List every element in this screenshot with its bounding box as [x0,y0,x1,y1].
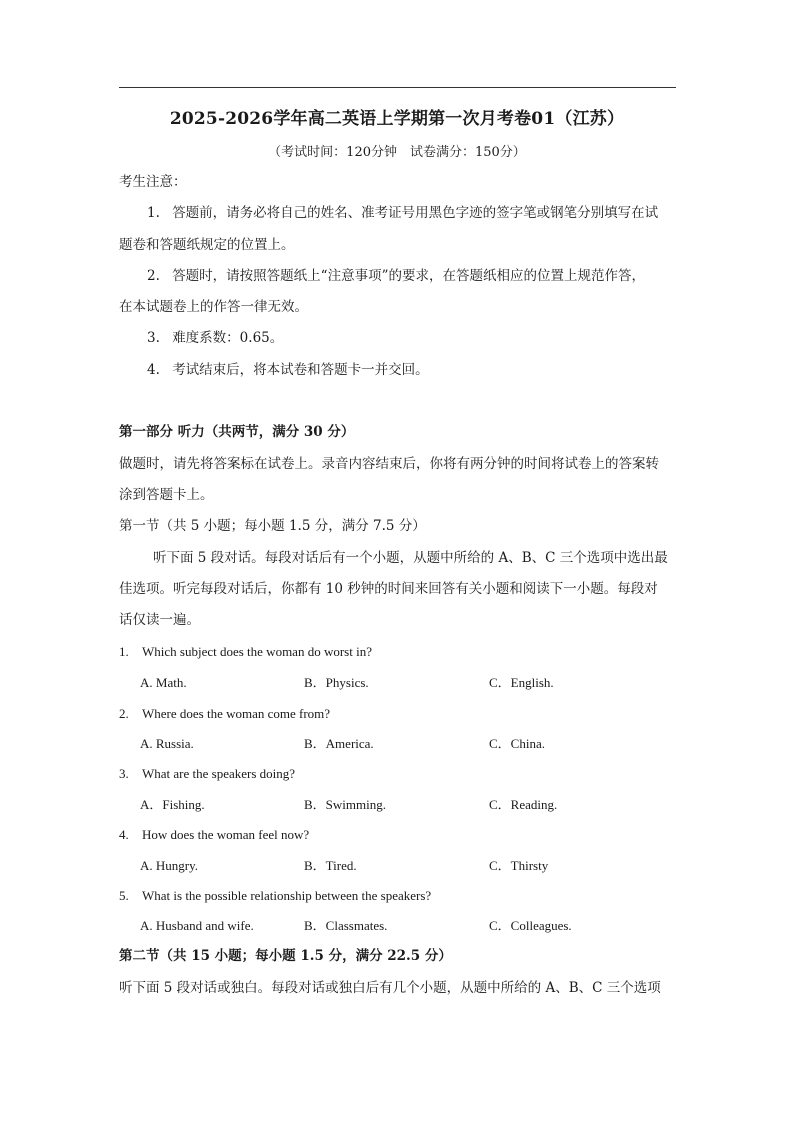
notice-item-number: 4. [147,362,160,378]
q3-option-b: B．Swimming. [304,797,386,812]
exam-subtitle: （考试时间：120分钟 试卷满分：150分） [268,145,526,160]
question-number: 4. [119,827,129,842]
header-rule [119,87,676,88]
question-text: How does the woman feel now? [142,827,310,842]
question-3 [119,765,295,783]
section1-directions-line3: 话仅读一遍。 [119,612,200,628]
notice-item-1-cont: 题卷和答题纸规定的位置上。 [119,237,295,253]
question-number: 1. [119,644,129,659]
question-text: What is the possible relationship between the speakers? [142,888,432,903]
notice-item-text: 考试结束后，将本试卷和答题卡一并交回。 [172,362,429,378]
question-1 [119,643,372,661]
exam-title: 2025-2026学年高二英语上学期第一次月考卷01（江苏） [169,109,625,129]
notice-heading: 考生注意： [119,174,187,190]
notice-item-text: 答题前，请务必将自己的姓名、准考证号用黑色字迹的签字笔或钢笔分别填写在试 [172,205,659,221]
q4-option-c: C．Thirsty [489,858,549,873]
question-number: 3. [119,766,129,781]
question-2 [119,705,330,723]
q2-option-a: A. Russia. [140,736,194,751]
question-text: What are the speakers doing? [142,766,296,781]
notice-item-text: 答题时，请按照答题纸上“注意事项”的要求，在答题纸相应的位置上规范作答， [172,268,645,284]
notice-item-text: 难度系数：0.65。 [172,330,284,346]
q1-option-b: B．Physics. [304,675,369,690]
q3-option-a: A．Fishing. [140,797,205,812]
section1-directions-line1: 听下面 5 段对话。每段对话后有一个小题，从题中所给的 A、B、C 三个选项中选出最 [153,550,668,566]
notice-item-1 [147,204,658,222]
section1-directions-line2: 佳选项。听完每段对话后，你都有 10 秒钟的时间来回答有关小题和阅读下一小题。每段对 [119,581,658,597]
notice-item-number: 2. [147,268,160,284]
part1-heading: 第一部分 听力（共两节，满分 30 分） [119,424,355,440]
q4-option-a: A. Hungry. [140,858,199,873]
q5-option-a: A. Husband and wife. [140,918,254,933]
q4-option-b: B．Tired. [304,858,357,873]
question-text: Which subject does the woman do worst in? [142,644,372,659]
notice-item-number: 3. [147,330,160,346]
notice-item-4 [147,361,429,379]
notice-item-2-cont: 在本试题卷上的作答一律无效。 [119,299,308,315]
question-5 [119,887,431,905]
section1-heading: 第一节（共 5 小题；每小题 1.5 分，满分 7.5 分） [119,518,426,534]
question-4 [119,826,309,844]
part1-intro-line1: 做题时，请先将答案标在试卷上。录音内容结束后，你将有两分钟的时间将试卷上的答案转 [119,456,659,472]
question-text: Where does the woman come from? [142,706,331,721]
question-number: 2. [119,706,129,721]
q3-option-c: C．Reading. [489,797,558,812]
q5-option-b: B．Classmates. [304,918,388,933]
q1-option-c: C．English. [489,675,554,690]
section2-heading: 第二节（共 15 小题；每小题 1.5 分，满分 22.5 分） [119,948,452,964]
notice-item-number: 1. [147,205,160,221]
notice-item-3 [147,329,283,347]
q2-option-b: B．America. [304,736,374,751]
section2-directions-line1: 听下面 5 段对话或独白。每段对话或独白后有几个小题，从题中所给的 A、B、C 三个选项 [119,980,661,996]
q2-option-c: C．China. [489,736,545,751]
q1-option-a: A. Math. [140,675,187,690]
question-number: 5. [119,888,129,903]
q5-option-c: C．Colleagues. [489,918,572,933]
notice-item-2 [147,267,645,285]
part1-intro-line2: 涂到答题卡上。 [119,487,214,503]
